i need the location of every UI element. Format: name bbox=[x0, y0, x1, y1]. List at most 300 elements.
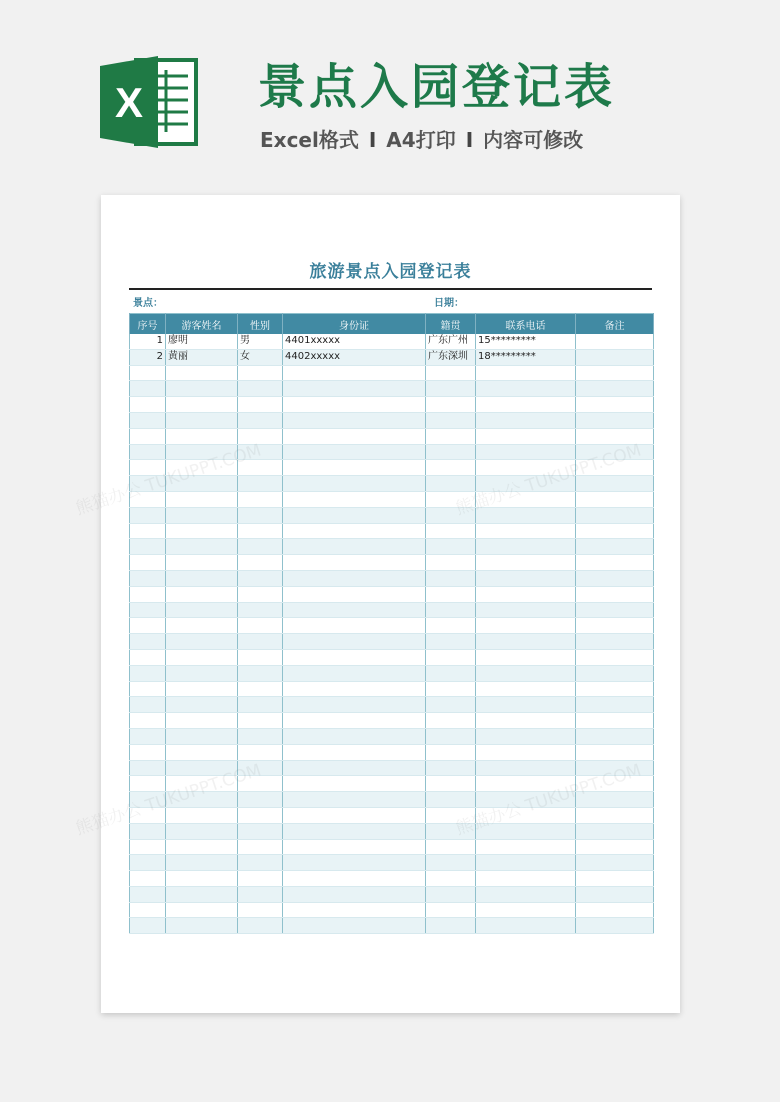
table-cell[interactable] bbox=[476, 744, 576, 760]
table-cell[interactable] bbox=[238, 776, 283, 792]
table-cell[interactable] bbox=[476, 918, 576, 934]
table-cell[interactable] bbox=[426, 697, 476, 713]
table-cell[interactable]: 1 bbox=[130, 334, 166, 349]
table-cell[interactable] bbox=[476, 618, 576, 634]
table-cell[interactable] bbox=[166, 713, 238, 729]
logo-letter: X bbox=[114, 79, 144, 126]
table-cell[interactable] bbox=[238, 397, 283, 413]
table-cell[interactable] bbox=[130, 381, 166, 397]
table-cell[interactable] bbox=[166, 697, 238, 713]
table-cell[interactable] bbox=[576, 539, 654, 555]
table-cell[interactable] bbox=[166, 839, 238, 855]
table-cell[interactable] bbox=[426, 649, 476, 665]
table-cell[interactable] bbox=[130, 855, 166, 871]
table-cell[interactable] bbox=[283, 681, 426, 697]
table-cell[interactable] bbox=[426, 586, 476, 602]
table-cell[interactable] bbox=[130, 444, 166, 460]
table-cell[interactable] bbox=[576, 444, 654, 460]
table-cell[interactable] bbox=[576, 649, 654, 665]
table-cell[interactable] bbox=[130, 776, 166, 792]
table-cell[interactable] bbox=[476, 476, 576, 492]
table-cell[interactable]: 4402xxxxx bbox=[283, 349, 426, 365]
table-cell[interactable] bbox=[283, 491, 426, 507]
table-cell[interactable] bbox=[283, 855, 426, 871]
table-cell[interactable] bbox=[238, 744, 283, 760]
table-cell[interactable]: 廖明 bbox=[166, 334, 238, 349]
table-cell[interactable] bbox=[426, 412, 476, 428]
table-cell[interactable] bbox=[283, 760, 426, 776]
table-cell[interactable] bbox=[130, 713, 166, 729]
table-cell[interactable] bbox=[166, 460, 238, 476]
table-row bbox=[130, 634, 654, 650]
table-cell[interactable] bbox=[283, 365, 426, 381]
table-cell[interactable] bbox=[283, 839, 426, 855]
table-cell[interactable] bbox=[130, 491, 166, 507]
table-cell[interactable] bbox=[166, 412, 238, 428]
table-cell[interactable] bbox=[576, 823, 654, 839]
table-cell[interactable] bbox=[476, 634, 576, 650]
table-row bbox=[130, 444, 654, 460]
table-cell[interactable] bbox=[166, 855, 238, 871]
table-cell[interactable] bbox=[238, 602, 283, 618]
table-cell[interactable] bbox=[130, 365, 166, 381]
table-cell[interactable] bbox=[426, 428, 476, 444]
table-row bbox=[130, 491, 654, 507]
table-cell[interactable] bbox=[426, 381, 476, 397]
table-row bbox=[130, 507, 654, 523]
table-cell[interactable] bbox=[476, 776, 576, 792]
table-cell[interactable] bbox=[426, 365, 476, 381]
table-cell[interactable] bbox=[426, 776, 476, 792]
table-cell[interactable] bbox=[238, 555, 283, 571]
table-cell[interactable] bbox=[283, 523, 426, 539]
table-cell[interactable]: 广东深圳 bbox=[426, 349, 476, 365]
table-cell[interactable] bbox=[130, 412, 166, 428]
table-cell[interactable] bbox=[576, 855, 654, 871]
table-cell[interactable] bbox=[238, 871, 283, 887]
table-cell[interactable] bbox=[476, 444, 576, 460]
table-cell[interactable] bbox=[576, 602, 654, 618]
table-cell[interactable] bbox=[238, 444, 283, 460]
table-cell[interactable] bbox=[238, 886, 283, 902]
table-cell[interactable] bbox=[476, 871, 576, 887]
table-cell[interactable] bbox=[476, 491, 576, 507]
table-cell[interactable] bbox=[476, 428, 576, 444]
table-cell[interactable] bbox=[166, 555, 238, 571]
sheet-title: 旅游景点入园登记表 bbox=[309, 262, 472, 282]
col-header-gender: 性别 bbox=[238, 314, 283, 335]
table-cell[interactable] bbox=[283, 902, 426, 918]
table-cell[interactable] bbox=[426, 713, 476, 729]
table-cell[interactable]: 18********* bbox=[476, 349, 576, 365]
table-cell[interactable] bbox=[283, 602, 426, 618]
table-row bbox=[130, 839, 654, 855]
table-row bbox=[130, 586, 654, 602]
table-cell[interactable] bbox=[576, 586, 654, 602]
table-cell[interactable] bbox=[238, 586, 283, 602]
table-cell[interactable] bbox=[426, 523, 476, 539]
banner-subtitle bbox=[260, 124, 583, 153]
table-cell[interactable] bbox=[166, 823, 238, 839]
table-cell[interactable] bbox=[283, 381, 426, 397]
table-cell[interactable] bbox=[426, 823, 476, 839]
table-cell[interactable] bbox=[166, 491, 238, 507]
table-cell[interactable] bbox=[166, 681, 238, 697]
table-cell[interactable] bbox=[283, 918, 426, 934]
table-cell[interactable] bbox=[130, 634, 166, 650]
table-cell[interactable] bbox=[283, 792, 426, 808]
table-row bbox=[130, 334, 654, 349]
subtitle-format: Excel格式 bbox=[260, 128, 359, 152]
table-cell[interactable] bbox=[130, 728, 166, 744]
table-cell[interactable] bbox=[426, 855, 476, 871]
table-cell[interactable] bbox=[476, 902, 576, 918]
table-cell[interactable] bbox=[130, 665, 166, 681]
table-cell[interactable] bbox=[283, 697, 426, 713]
table-cell[interactable] bbox=[426, 476, 476, 492]
table-cell[interactable] bbox=[476, 665, 576, 681]
table-cell[interactable] bbox=[476, 381, 576, 397]
table-cell[interactable] bbox=[576, 365, 654, 381]
subtitle-print: A4打印 bbox=[386, 128, 456, 152]
table-cell[interactable] bbox=[426, 744, 476, 760]
table-cell[interactable] bbox=[283, 807, 426, 823]
table-cell[interactable] bbox=[576, 792, 654, 808]
table-cell[interactable] bbox=[166, 586, 238, 602]
table-cell[interactable]: 男 bbox=[238, 334, 283, 349]
table-row bbox=[130, 349, 654, 365]
table-cell[interactable] bbox=[576, 681, 654, 697]
table-cell[interactable] bbox=[166, 618, 238, 634]
table-cell[interactable] bbox=[166, 539, 238, 555]
table-cell[interactable] bbox=[238, 381, 283, 397]
table-cell[interactable] bbox=[476, 839, 576, 855]
table-cell[interactable] bbox=[130, 760, 166, 776]
table-cell[interactable] bbox=[238, 412, 283, 428]
table-cell[interactable] bbox=[130, 570, 166, 586]
title-rule bbox=[129, 288, 652, 290]
table-cell[interactable] bbox=[238, 507, 283, 523]
table-cell[interactable] bbox=[283, 618, 426, 634]
table-row bbox=[130, 523, 654, 539]
table-cell[interactable] bbox=[426, 634, 476, 650]
table-row bbox=[130, 918, 654, 934]
table-cell[interactable] bbox=[576, 760, 654, 776]
table-cell[interactable] bbox=[576, 507, 654, 523]
table-cell[interactable] bbox=[166, 728, 238, 744]
table-cell[interactable] bbox=[283, 460, 426, 476]
table-cell[interactable] bbox=[130, 602, 166, 618]
table-row bbox=[130, 886, 654, 902]
table-cell[interactable] bbox=[130, 476, 166, 492]
table-cell[interactable] bbox=[130, 681, 166, 697]
table-cell[interactable] bbox=[283, 871, 426, 887]
table-cell[interactable] bbox=[130, 523, 166, 539]
table-cell[interactable] bbox=[238, 713, 283, 729]
table-cell[interactable]: 2 bbox=[130, 349, 166, 365]
table-cell[interactable] bbox=[476, 507, 576, 523]
table-cell[interactable] bbox=[283, 823, 426, 839]
table-cell[interactable] bbox=[238, 792, 283, 808]
table-cell[interactable] bbox=[238, 523, 283, 539]
table-cell[interactable] bbox=[283, 570, 426, 586]
table-cell[interactable] bbox=[166, 381, 238, 397]
table-cell[interactable] bbox=[576, 428, 654, 444]
table-cell[interactable] bbox=[426, 397, 476, 413]
table-cell[interactable] bbox=[476, 728, 576, 744]
table-cell[interactable] bbox=[426, 444, 476, 460]
table-cell[interactable] bbox=[238, 807, 283, 823]
table-cell[interactable] bbox=[283, 539, 426, 555]
table-cell[interactable] bbox=[238, 365, 283, 381]
table-cell[interactable] bbox=[130, 823, 166, 839]
table-cell[interactable] bbox=[283, 744, 426, 760]
table-cell[interactable] bbox=[426, 760, 476, 776]
table-cell[interactable] bbox=[130, 649, 166, 665]
table-cell[interactable] bbox=[576, 523, 654, 539]
table-cell[interactable]: 4401xxxxx bbox=[283, 334, 426, 349]
table-cell[interactable] bbox=[166, 444, 238, 460]
col-header-index: 序号 bbox=[130, 314, 166, 335]
table-cell[interactable] bbox=[426, 460, 476, 476]
table-cell[interactable] bbox=[283, 649, 426, 665]
table-cell[interactable] bbox=[238, 728, 283, 744]
table-cell[interactable] bbox=[426, 681, 476, 697]
table-cell[interactable] bbox=[576, 807, 654, 823]
table-cell[interactable] bbox=[576, 902, 654, 918]
table-cell[interactable] bbox=[283, 444, 426, 460]
table-cell[interactable] bbox=[476, 602, 576, 618]
table-cell[interactable] bbox=[576, 555, 654, 571]
table-cell[interactable] bbox=[166, 365, 238, 381]
table-cell[interactable] bbox=[576, 728, 654, 744]
table-cell[interactable] bbox=[283, 586, 426, 602]
table-cell[interactable] bbox=[166, 570, 238, 586]
table-cell[interactable] bbox=[426, 792, 476, 808]
table-row bbox=[130, 697, 654, 713]
spreadsheet-page bbox=[73, 195, 680, 1013]
table-cell[interactable] bbox=[130, 744, 166, 760]
table-cell[interactable] bbox=[238, 428, 283, 444]
table-cell[interactable] bbox=[476, 713, 576, 729]
table-cell[interactable] bbox=[476, 539, 576, 555]
registration-table bbox=[129, 313, 654, 934]
table-row bbox=[130, 713, 654, 729]
table-cell[interactable] bbox=[238, 460, 283, 476]
table-cell[interactable] bbox=[576, 776, 654, 792]
table-cell[interactable] bbox=[283, 397, 426, 413]
table-cell[interactable] bbox=[166, 871, 238, 887]
table-cell[interactable] bbox=[283, 634, 426, 650]
table-cell[interactable] bbox=[166, 792, 238, 808]
table-cell[interactable] bbox=[166, 807, 238, 823]
table-cell[interactable]: 女 bbox=[238, 349, 283, 365]
table-cell[interactable] bbox=[576, 334, 654, 349]
table-row bbox=[130, 602, 654, 618]
table-cell[interactable] bbox=[476, 570, 576, 586]
table-cell[interactable] bbox=[166, 776, 238, 792]
table-cell[interactable] bbox=[130, 918, 166, 934]
table-cell[interactable] bbox=[476, 412, 576, 428]
table-cell[interactable] bbox=[238, 760, 283, 776]
table-cell[interactable] bbox=[166, 507, 238, 523]
table-cell[interactable] bbox=[426, 918, 476, 934]
table-cell[interactable] bbox=[130, 871, 166, 887]
table-cell[interactable] bbox=[130, 397, 166, 413]
table-cell[interactable] bbox=[283, 665, 426, 681]
table-cell[interactable] bbox=[576, 697, 654, 713]
table-cell[interactable] bbox=[166, 918, 238, 934]
table-cell[interactable] bbox=[426, 807, 476, 823]
table-cell[interactable] bbox=[283, 507, 426, 523]
col-header-hometown: 籍贯 bbox=[426, 314, 476, 335]
table-cell[interactable] bbox=[576, 460, 654, 476]
table-cell[interactable] bbox=[130, 555, 166, 571]
table-cell[interactable] bbox=[426, 665, 476, 681]
table-cell[interactable] bbox=[476, 586, 576, 602]
banner-title: 景点入园登记表 bbox=[258, 59, 616, 115]
table-cell[interactable] bbox=[130, 428, 166, 444]
table-cell[interactable] bbox=[238, 855, 283, 871]
table-cell[interactable] bbox=[238, 491, 283, 507]
table-cell[interactable] bbox=[476, 365, 576, 381]
table-cell[interactable] bbox=[426, 539, 476, 555]
table-cell[interactable] bbox=[476, 649, 576, 665]
table-cell[interactable] bbox=[426, 507, 476, 523]
table-cell[interactable] bbox=[476, 807, 576, 823]
table-cell[interactable] bbox=[576, 381, 654, 397]
table-cell[interactable] bbox=[283, 713, 426, 729]
table-cell[interactable] bbox=[576, 871, 654, 887]
table-cell[interactable] bbox=[283, 428, 426, 444]
table-cell[interactable] bbox=[130, 460, 166, 476]
table-cell[interactable] bbox=[426, 886, 476, 902]
table-row bbox=[130, 539, 654, 555]
table-cell[interactable] bbox=[166, 523, 238, 539]
table-cell[interactable] bbox=[166, 744, 238, 760]
table-cell[interactable] bbox=[576, 713, 654, 729]
table-cell[interactable] bbox=[130, 539, 166, 555]
table-cell[interactable] bbox=[130, 807, 166, 823]
table-cell[interactable] bbox=[166, 602, 238, 618]
table-cell[interactable] bbox=[283, 776, 426, 792]
table-cell[interactable] bbox=[576, 634, 654, 650]
table-cell[interactable] bbox=[576, 744, 654, 760]
table-cell[interactable] bbox=[238, 634, 283, 650]
table-cell[interactable] bbox=[166, 665, 238, 681]
table-cell[interactable]: 黄丽 bbox=[166, 349, 238, 365]
table-cell[interactable] bbox=[476, 697, 576, 713]
table-cell[interactable]: 广东广州 bbox=[426, 334, 476, 349]
table-row bbox=[130, 412, 654, 428]
table-cell[interactable] bbox=[576, 349, 654, 365]
table-cell[interactable] bbox=[166, 428, 238, 444]
table-cell[interactable] bbox=[238, 823, 283, 839]
table-cell[interactable] bbox=[476, 555, 576, 571]
table-cell[interactable] bbox=[238, 476, 283, 492]
table-cell[interactable] bbox=[476, 760, 576, 776]
table-cell[interactable] bbox=[283, 555, 426, 571]
table-cell[interactable] bbox=[238, 570, 283, 586]
table-body bbox=[130, 334, 654, 934]
table-cell[interactable] bbox=[238, 902, 283, 918]
table-cell[interactable]: 15********* bbox=[476, 334, 576, 349]
table-cell[interactable] bbox=[426, 618, 476, 634]
table-cell[interactable] bbox=[130, 618, 166, 634]
table-cell[interactable] bbox=[426, 570, 476, 586]
table-cell[interactable] bbox=[283, 886, 426, 902]
table-cell[interactable] bbox=[576, 412, 654, 428]
table-cell[interactable] bbox=[576, 918, 654, 934]
table-cell[interactable] bbox=[576, 491, 654, 507]
table-cell[interactable] bbox=[426, 602, 476, 618]
table-cell[interactable] bbox=[238, 665, 283, 681]
table-cell[interactable] bbox=[576, 570, 654, 586]
table-cell[interactable] bbox=[476, 460, 576, 476]
table-cell[interactable] bbox=[476, 855, 576, 871]
table-cell[interactable] bbox=[238, 649, 283, 665]
col-header-name: 游客姓名 bbox=[166, 314, 238, 335]
table-cell[interactable] bbox=[283, 728, 426, 744]
table-cell[interactable] bbox=[426, 839, 476, 855]
table-cell[interactable] bbox=[476, 823, 576, 839]
table-row bbox=[130, 744, 654, 760]
table-cell[interactable] bbox=[238, 839, 283, 855]
table-cell[interactable] bbox=[426, 555, 476, 571]
table-cell[interactable] bbox=[476, 397, 576, 413]
table-cell[interactable] bbox=[576, 476, 654, 492]
table-cell[interactable] bbox=[238, 697, 283, 713]
table-cell[interactable] bbox=[130, 507, 166, 523]
table-row bbox=[130, 428, 654, 444]
table-cell[interactable] bbox=[238, 918, 283, 934]
table-cell[interactable] bbox=[130, 886, 166, 902]
table-cell[interactable] bbox=[130, 902, 166, 918]
table-row bbox=[130, 555, 654, 571]
table-cell[interactable] bbox=[166, 902, 238, 918]
table-cell[interactable] bbox=[576, 665, 654, 681]
table-cell[interactable] bbox=[283, 476, 426, 492]
table-cell[interactable] bbox=[130, 792, 166, 808]
table-cell[interactable] bbox=[238, 681, 283, 697]
table-cell[interactable] bbox=[166, 649, 238, 665]
table-cell[interactable] bbox=[576, 886, 654, 902]
table-row bbox=[130, 823, 654, 839]
table-cell[interactable] bbox=[576, 618, 654, 634]
table-cell[interactable] bbox=[166, 634, 238, 650]
table-cell[interactable] bbox=[476, 681, 576, 697]
table-cell[interactable] bbox=[166, 476, 238, 492]
table-cell[interactable] bbox=[426, 902, 476, 918]
table-cell[interactable] bbox=[476, 792, 576, 808]
table-cell[interactable] bbox=[576, 397, 654, 413]
table-cell[interactable] bbox=[426, 728, 476, 744]
table-cell[interactable] bbox=[426, 491, 476, 507]
table-cell[interactable] bbox=[166, 397, 238, 413]
table-cell[interactable] bbox=[166, 886, 238, 902]
table-cell[interactable] bbox=[130, 839, 166, 855]
table-cell[interactable] bbox=[130, 586, 166, 602]
table-cell[interactable] bbox=[166, 760, 238, 776]
table-cell[interactable] bbox=[283, 412, 426, 428]
table-cell[interactable] bbox=[130, 697, 166, 713]
table-cell[interactable] bbox=[238, 539, 283, 555]
table-cell[interactable] bbox=[238, 618, 283, 634]
table-cell[interactable] bbox=[476, 886, 576, 902]
table-cell[interactable] bbox=[426, 871, 476, 887]
table-cell[interactable] bbox=[476, 523, 576, 539]
table-cell[interactable] bbox=[576, 839, 654, 855]
